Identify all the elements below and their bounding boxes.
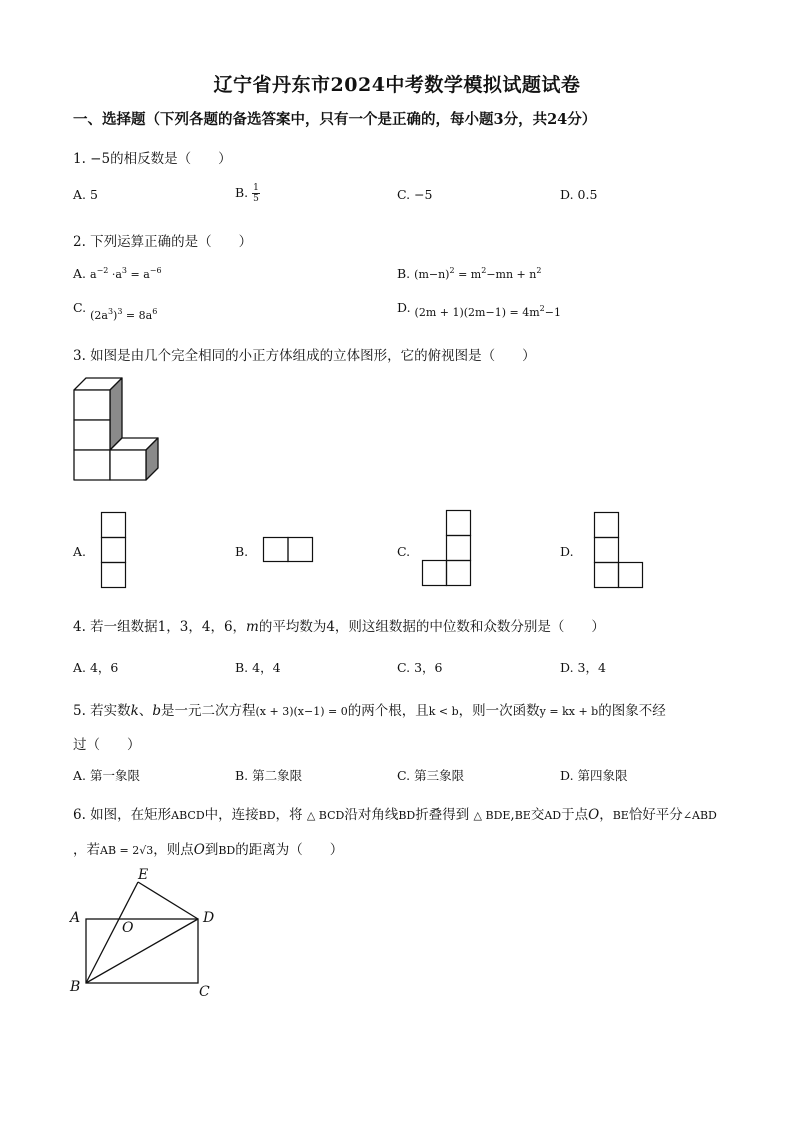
q3-option-b-label: B.	[235, 544, 249, 559]
q4-option-a: A. 4，6	[73, 660, 119, 675]
q1-option-b-fraction	[252, 183, 260, 204]
section-heading: 一、选择题（下列各题的备选答案中，只有一个是正确的，每小题3分，共24分）	[73, 111, 597, 128]
q1-option-b	[235, 183, 260, 204]
q5-option-d: D. 第四象限	[560, 768, 628, 783]
q2-option-d-expression: $(2m + 1)(2m-1) = 4m^2-1$	[414, 304, 561, 319]
label-e: E	[138, 867, 149, 883]
label-a: A	[70, 910, 81, 926]
q3-option-d-figure	[594, 512, 644, 590]
fraction-numerator: 1	[253, 183, 259, 193]
q3-option-c-figure	[422, 510, 472, 588]
inequality: k < b	[428, 705, 459, 718]
q2-option-a	[73, 266, 162, 281]
question-6-stem-line1: 6. 如图，在矩形ABCD中，连接BD，将 △ BCD沿对角线BD折叠得到 △ BDE,BE交AD于点O，BE恰好平分∠ABD	[73, 807, 717, 823]
question-3-stem: 3. 如图是由几个完全相同的小正方体组成的立体图形，它的俯视图是（ ）	[73, 348, 536, 364]
q5-option-b: B. 第二象限	[235, 768, 303, 783]
label-c: C	[199, 984, 210, 1000]
q3-option-d-label: D.	[560, 544, 574, 559]
q4-option-d: D. 3，4	[560, 660, 606, 675]
q1-option-d: D. 0.5	[560, 187, 598, 202]
segment-ed	[138, 882, 198, 919]
sqrt-three: √3	[139, 844, 154, 857]
q2-option-b-expression: $(m-n)^2 = m^2-mn + n^2$	[414, 266, 542, 281]
question-1-stem: 1. −5的相反数是（ ）	[73, 151, 232, 167]
label-o: O	[122, 920, 134, 936]
q1-option-b-label: B.	[235, 185, 249, 200]
q3-option-a-figure	[101, 512, 127, 590]
question-6-stem-line2: ，若AB = 2√3，则点O到BD的距离为（ ）	[73, 842, 344, 858]
variable-k: k	[130, 703, 139, 719]
page-title: 辽宁省丹东市2024中考数学模拟试题试卷	[213, 74, 581, 96]
question-5-stem-line2: 过（ ）	[73, 737, 141, 753]
q2-option-b	[397, 266, 541, 281]
variable-b: b	[152, 703, 162, 719]
q2-option-c-label: C.	[73, 300, 87, 315]
q2-option-c	[73, 300, 158, 322]
q2-option-a-expression: $a^{-2} \cdot a^3 = a^{-6}$	[90, 266, 162, 281]
q3-option-a-label: A.	[73, 544, 87, 559]
q2-option-a-label: A.	[73, 266, 87, 281]
q2-option-b-label: B.	[397, 266, 411, 281]
question-5-stem-line1: 5. 若实数k、b是一元二次方程(x + 3)(x−1) = 0的两个根，且k < b，则一次函数y = kx + b的图象不经	[73, 703, 666, 719]
q2-option-d-label: D.	[397, 300, 411, 315]
rectangle-fold-figure	[66, 864, 226, 1004]
q5-option-a: A. 第一象限	[73, 768, 140, 783]
q3-option-b-figure	[263, 537, 315, 563]
cube-figure	[70, 374, 170, 484]
label-d: D	[203, 910, 215, 926]
variable-m: m	[246, 619, 259, 635]
q1-option-c: C. −5	[397, 187, 433, 202]
q2-option-d	[397, 300, 561, 319]
linear-function: y = kx + b	[539, 705, 599, 718]
q4-option-c: C. 3，6	[397, 660, 443, 675]
question-4-stem: 4. 若一组数据1，3，4，6，m的平均数为4，则这组数据的中位数和众数分别是（ ）	[73, 619, 605, 635]
q5-option-c: C. 第三象限	[397, 768, 465, 783]
label-b: B	[70, 979, 81, 995]
fraction-denominator: 5	[253, 194, 259, 204]
q3-option-c-label: C.	[397, 544, 411, 559]
quadratic-equation: (x + 3)(x−1) = 0	[255, 705, 348, 718]
question-2-stem: 2. 下列运算正确的是（ ）	[73, 234, 253, 250]
q2-option-c-expression: $(2a^3)^3 = 8a^6$	[90, 307, 158, 322]
q4-option-b: B. 4，4	[235, 660, 281, 675]
q1-option-a: A. 5	[73, 187, 98, 202]
